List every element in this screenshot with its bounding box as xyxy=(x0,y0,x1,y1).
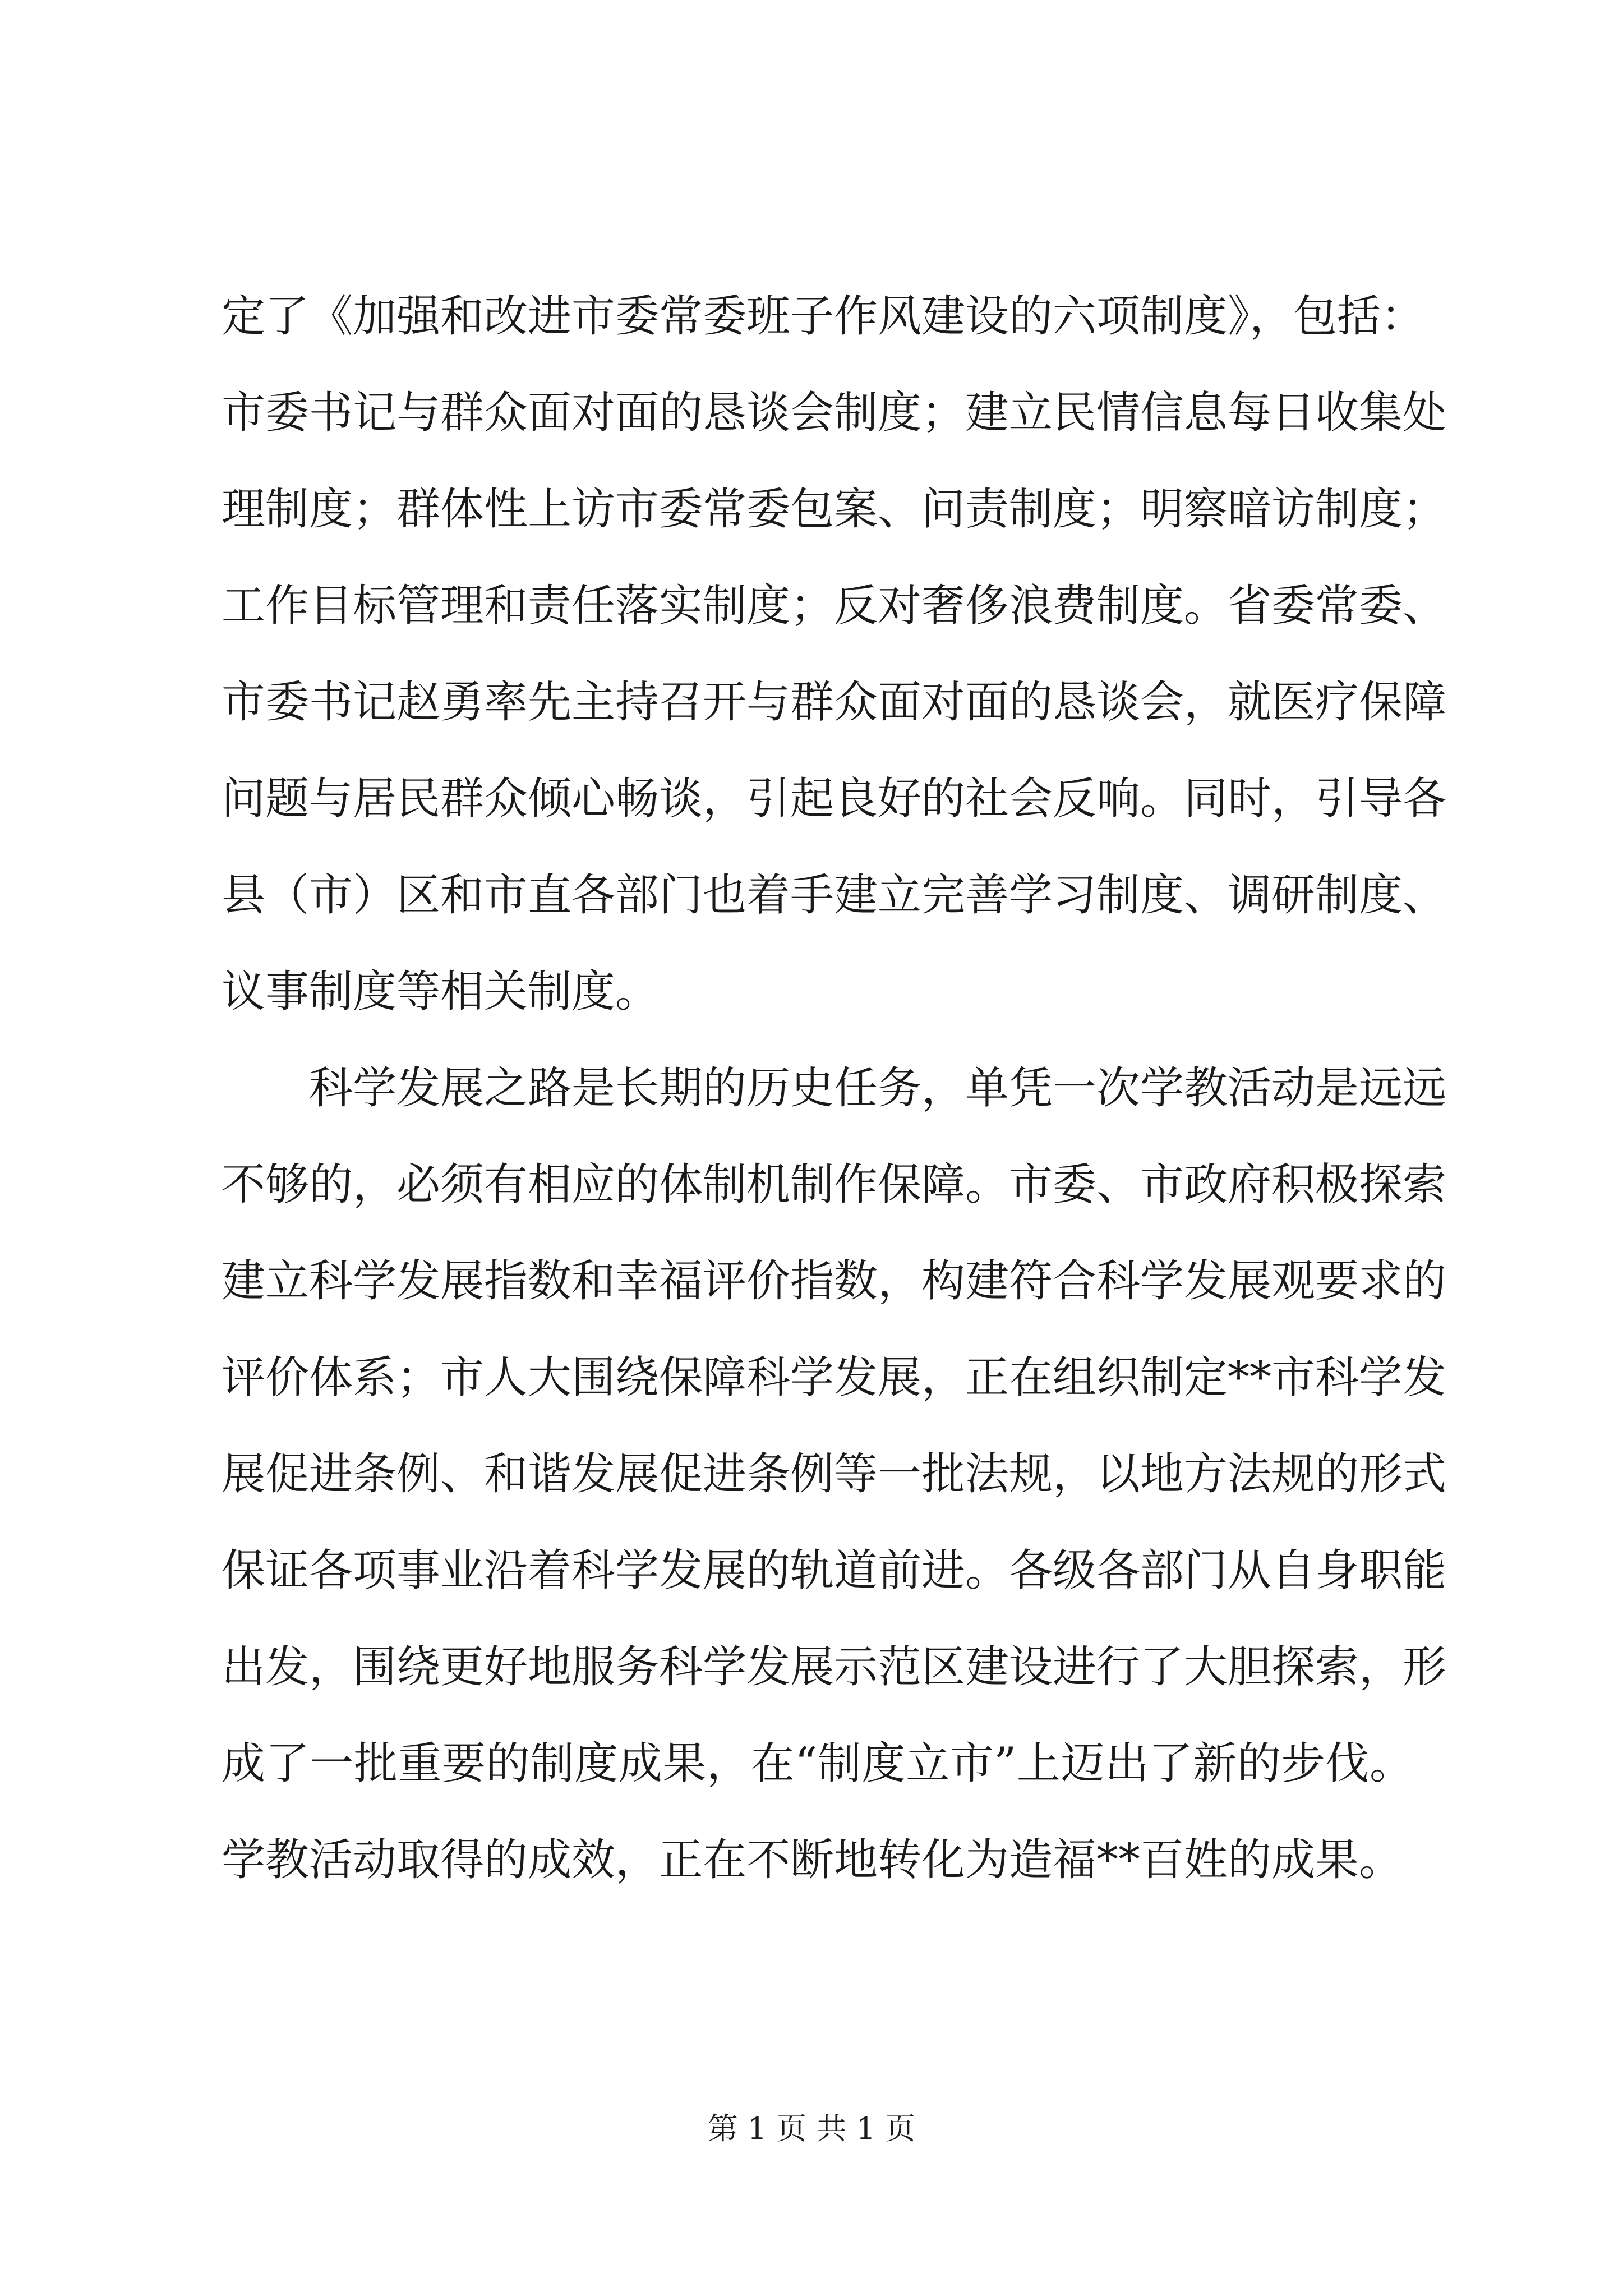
text-line: 理制度；群体性上访市委常委包案、问责制度；明察暗访制度； xyxy=(222,484,1447,535)
text-line: 学教活动取得的成效，正在不断地转化为造福**百姓的成果。 xyxy=(222,1835,1403,1885)
text-line: 展促进条例、和谐发展促进条例等一批法规，以地方法规的形式 xyxy=(222,1449,1447,1499)
text-line: 评价体系；市人大围绕保障科学发展，正在组织制定**市科学发 xyxy=(222,1352,1447,1403)
text-line: 建立科学发展指数和幸福评价指数，构建符合科学发展观要求的 xyxy=(222,1256,1447,1306)
text-line: 出发，围绕更好地服务科学发展示范区建设进行了大胆探索，形 xyxy=(222,1642,1447,1692)
text-line: 问题与居民群众倾心畅谈，引起良好的社会反响。同时，引导各 xyxy=(222,774,1447,824)
text-line: 市委书记赵勇率先主持召开与群众面对面的恳谈会，就医疗保障 xyxy=(222,677,1447,728)
document-body xyxy=(222,268,1447,1908)
text-line: 工作目标管理和责任落实制度；反对奢侈浪费制度。省委常委、 xyxy=(222,581,1447,631)
text-line: 成了一批重要的制度成果，在“制度立市”上迈出了新的步伐。 xyxy=(222,1738,1413,1789)
text-line: 不够的，必须有相应的体制机制作保障。市委、市政府积极探索 xyxy=(222,1159,1447,1210)
text-line: 保证各项事业沿着科学发展的轨道前进。各级各部门从自身职能 xyxy=(222,1545,1447,1596)
page-number-footer: 第 1 页 共 1 页 xyxy=(707,2111,916,2146)
text-line: 定了《加强和改进市委常委班子作风建设的六项制度》，包括： xyxy=(222,291,1425,342)
paragraph-first-line: 科学发展之路是长期的历史任务，单凭一次学教活动是远远 xyxy=(309,1063,1447,1114)
text-line: 市委书记与群众面对面的恳谈会制度；建立民情信息每日收集处 xyxy=(222,388,1447,438)
text-line: 县（市）区和市直各部门也着手建立完善学习制度、调研制度、 xyxy=(222,870,1447,921)
text-line: 议事制度等相关制度。 xyxy=(222,967,660,1017)
